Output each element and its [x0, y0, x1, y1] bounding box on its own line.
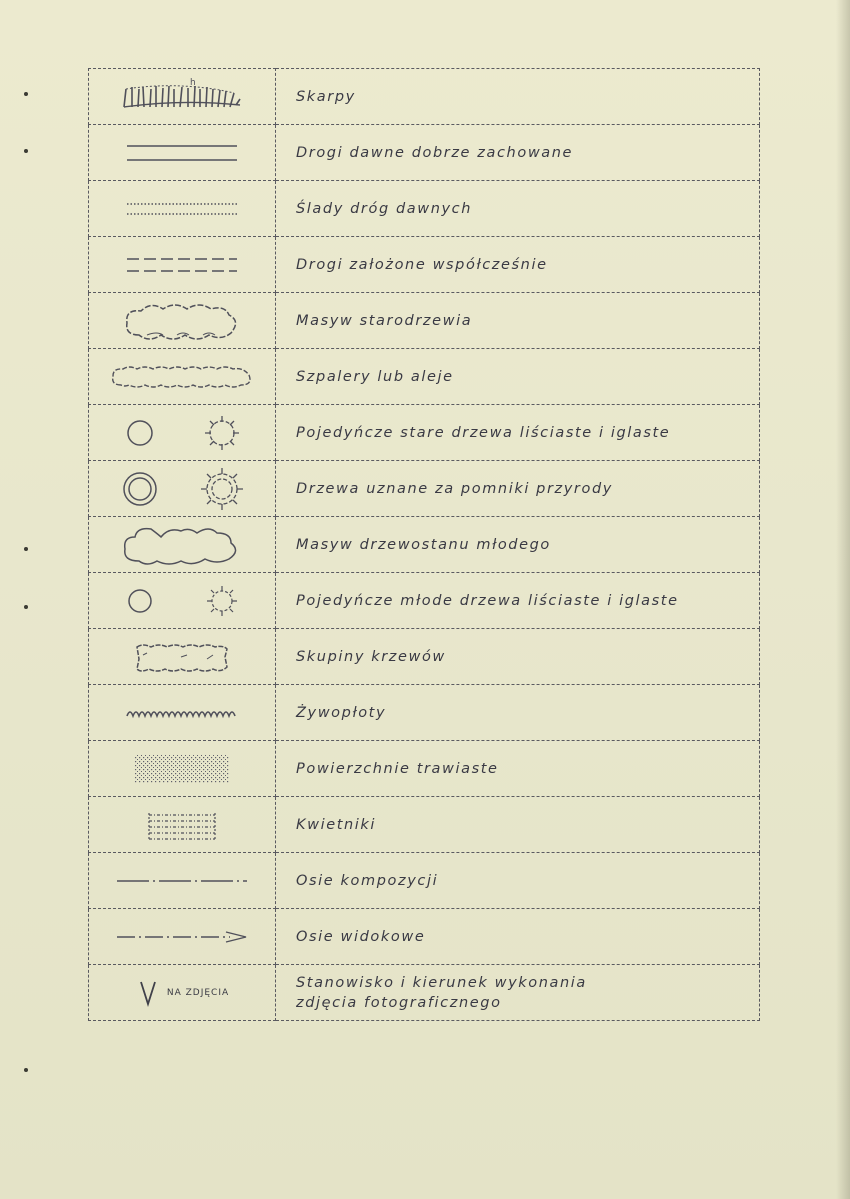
view-axis-symbol [89, 909, 276, 965]
legend-label: Powierzchnie trawiaste [276, 741, 760, 797]
scarp-symbol [89, 69, 276, 125]
legend-row [89, 853, 760, 909]
svg-text:h: h [190, 77, 196, 88]
legend-label: Szpalery lub aleje [276, 349, 760, 405]
composition-axis-symbol [89, 853, 276, 909]
monument-trees-symbol [89, 461, 276, 517]
legend-row [89, 181, 760, 237]
legend-row [89, 405, 760, 461]
solid-double-lines-symbol [89, 125, 276, 181]
legend-label-line-2: zdjęcia fotograficznego [296, 994, 502, 1011]
legend-label [276, 965, 760, 1021]
punch-hole-mark [24, 547, 28, 551]
legend-label: Skarpy [276, 69, 760, 125]
hedge-row-symbol [89, 349, 276, 405]
legend-label: Pojedyńcze stare drzewa liściaste i iglaste [276, 405, 760, 461]
grass-area-symbol [89, 741, 276, 797]
legend-row [89, 629, 760, 685]
legend-label: Masyw drzewostanu młodego [276, 517, 760, 573]
living-fence-symbol [89, 685, 276, 741]
legend-row [89, 685, 760, 741]
legend-label: Masyw starodrzewia [276, 293, 760, 349]
legend-row [89, 797, 760, 853]
punch-hole-mark [24, 149, 28, 153]
shrub-group-symbol [89, 629, 276, 685]
legend-row [89, 909, 760, 965]
legend-table [88, 68, 760, 1021]
legend-label: Skupiny krzewów [276, 629, 760, 685]
punch-hole-mark [24, 605, 28, 609]
punch-hole-mark [24, 92, 28, 96]
legend-label-line-1: Stanowisko i kierunek wykonania [296, 974, 587, 991]
camera-station-text: NA ZDJĘCIA [166, 987, 230, 998]
legend-row [89, 741, 760, 797]
legend-label: Ślady dróg dawnych [276, 181, 760, 237]
legend-row [89, 517, 760, 573]
legend-row [89, 349, 760, 405]
legend-row [89, 965, 760, 1021]
legend-label: Drogi założone współcześnie [276, 237, 760, 293]
legend-label: Pojedyńcze młode drzewa liściaste i iglaste [276, 573, 760, 629]
legend-label: Osie kompozycji [276, 853, 760, 909]
legend-label: Żywopłoty [276, 685, 760, 741]
single-young-trees-symbol [89, 573, 276, 629]
legend-row [89, 293, 760, 349]
dotted-double-lines-symbol [89, 181, 276, 237]
legend-row [89, 125, 760, 181]
legend-row [89, 69, 760, 125]
page-edge-shadow [836, 0, 850, 1199]
legend-row [89, 237, 760, 293]
legend-label: Drzewa uznane za pomniki przyrody [276, 461, 760, 517]
cloud-mass-symbol [89, 293, 276, 349]
legend-row [89, 461, 760, 517]
dashed-double-lines-symbol [89, 237, 276, 293]
legend-label: Kwietniki [276, 797, 760, 853]
single-old-trees-symbol [89, 405, 276, 461]
flowerbeds-symbol [89, 797, 276, 853]
camera-station-symbol [89, 965, 276, 1021]
legend-label: Osie widokowe [276, 909, 760, 965]
legend-label: Drogi dawne dobrze zachowane [276, 125, 760, 181]
young-mass-symbol [89, 517, 276, 573]
punch-hole-mark [24, 1068, 28, 1072]
legend-row [89, 573, 760, 629]
